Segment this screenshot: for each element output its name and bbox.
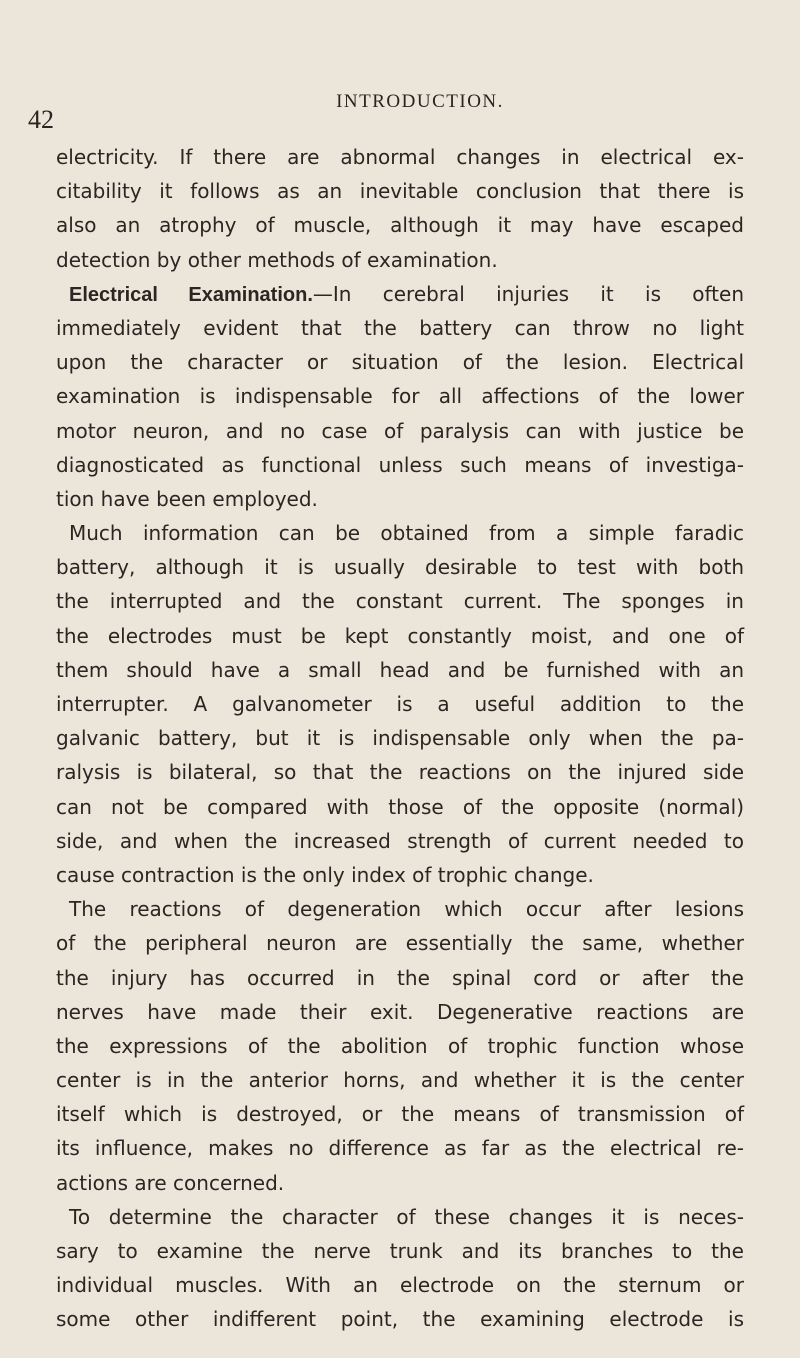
running-head: INTRODUCTION.: [336, 91, 504, 112]
text-line: them should have a small head and be furnished with an: [56, 657, 744, 682]
text-line: side, and when the increased strength of current needed to: [56, 828, 744, 853]
section-heading: Electrical Examination.: [69, 283, 313, 306]
text-line: examination is indispensable for all affections of the lower: [56, 384, 744, 409]
text-line: center is in the anterior horns, and whether it is the center: [56, 1068, 744, 1093]
text-line: citability it follows as an inevitable conclusion that there is: [56, 179, 744, 204]
text-line: detection by other methods of examination.: [56, 247, 498, 272]
text-line: upon the character or situation of the lesion. Electrical: [56, 350, 744, 375]
text-line: diagnosticated as functional unless such means of investiga-: [56, 452, 744, 477]
text-line: interrupter. A galvanometer is a useful addition to the: [56, 692, 744, 716]
text-line: the electrodes must be kept constantly moist, and one of: [56, 623, 744, 648]
text-line: To determine the character of these changes it is neces-: [69, 1204, 744, 1229]
text-line: [56, 277, 744, 311]
text-line: immediately evident that the battery can throw no light: [56, 315, 744, 340]
text-line: motor neuron, and no case of paralysis can with justice be: [56, 418, 744, 443]
text-line: tion have been employed.: [56, 486, 318, 511]
text-line: battery, although it is usually desirable to test with both: [56, 555, 744, 580]
text-line: nerves have made their exit. Degenerative reactions are: [56, 999, 744, 1024]
text-line: actions are concerned.: [56, 1170, 285, 1195]
text-line: itself which is destroyed, or the means of transmission of: [56, 1102, 744, 1127]
text-line: its influence, makes no difference as far as the electrical re-: [56, 1136, 744, 1161]
text-line: individual muscles. With an electrode on the sternum or: [56, 1273, 744, 1298]
text-line: some other indifferent point, the examining electrode is: [56, 1307, 744, 1332]
text-line: ralysis is bilateral, so that the reactions on the injured side: [56, 760, 744, 785]
text-line: Much information can be obtained from a simple faradic: [69, 521, 744, 546]
text-line: sary to examine the nerve trunk and its branches to the: [56, 1239, 744, 1263]
text-line: of the peripheral neuron are essentially the same, whether: [56, 931, 744, 956]
text-line: the injury has occurred in the spinal cord or after the: [56, 965, 744, 990]
text-line: can not be compared with those of the opposite (normal): [56, 794, 744, 819]
text-line: galvanic battery, but it is indispensable only when the pa-: [56, 726, 744, 751]
text-line: the expressions of the abolition of trophic function whose: [56, 1033, 744, 1058]
text-line: electricity. If there are abnormal changes in electrical ex-: [56, 145, 744, 169]
text-line: the interrupted and the constant current. The sponges in: [56, 589, 744, 614]
text-line: also an atrophy of muscle, although it may have escaped: [56, 213, 744, 238]
text-line: The reactions of degeneration which occur after lesions: [69, 897, 744, 922]
text-line: cause contraction is the only index of trophic change.: [56, 862, 594, 887]
text-line-rest: —In cerebral injuries it is often: [312, 281, 744, 306]
body-text: [56, 140, 744, 1337]
page-number: 42: [28, 105, 54, 134]
